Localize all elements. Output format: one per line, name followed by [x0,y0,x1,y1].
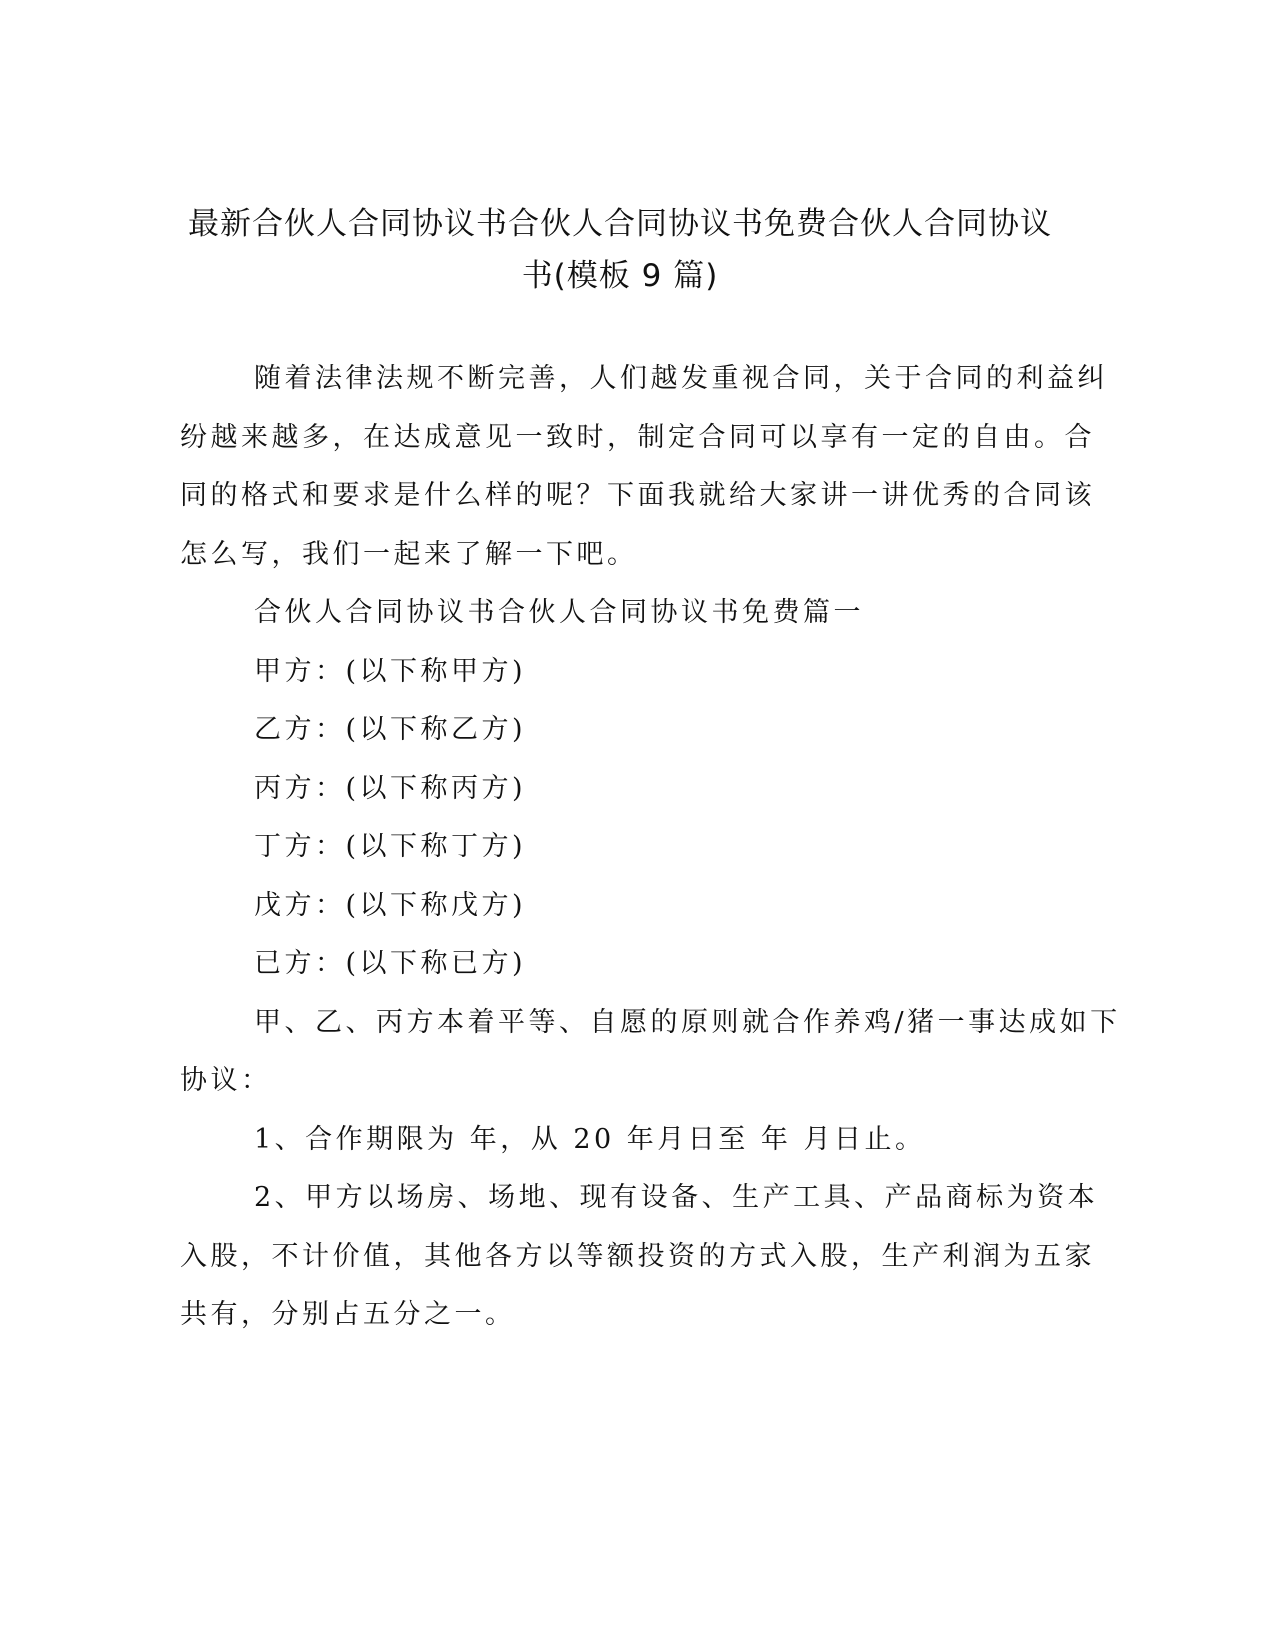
clause-2-line-1: 2、甲方以场房、场地、现有设备、生产工具、产品商标为资本 [254,1182,1099,1213]
title-line-1: 最新合伙人合同协议书合伙人合同协议书免费合伙人合同协议 [188,206,1052,242]
clause-2-line-2: 入股，不计价值，其他各方以等额投资的方式入股，生产利润为五家 [180,1240,1095,1272]
party-c-line: 丙方：(以下称丙方) [254,772,527,804]
title-line-2: 书(模板 9 篇) [521,258,719,294]
body-line-1: 随着法律法规不断完善，人们越发重视合同，关于合同的利益纠 [254,363,1108,394]
body-line-3: 同的格式和要求是什么样的呢？下面我就给大家讲一讲优秀的合同该 [180,480,1095,511]
document-body [180,350,1121,1345]
body-line-4: 怎么写，我们一起来了解一下吧。 [180,538,638,570]
party-e-line: 戊方：(以下称戊方) [254,889,527,921]
party-a-line: 甲方：(以下称甲方) [254,655,527,687]
clause-1-line: 1、合作期限为 年，从 20 年月日至 年 月日止。 [254,1123,926,1155]
party-b-line: 乙方：(以下称乙方) [254,714,527,745]
body-line-2: 纷越来越多，在达成意见一致时，制定合同可以享有一定的自由。合 [180,421,1095,453]
party-f-line: 已方：(以下称已方) [254,948,527,979]
clause-2-line-3: 共有，分别占五分之一。 [180,1299,516,1330]
document-title [180,198,1060,302]
party-d-line: 丁方：(以下称丁方) [254,831,527,862]
section-heading: 合伙人合同协议书合伙人合同协议书免费篇一 [254,597,864,628]
agreement-intro-line-1: 甲、乙、丙方本着平等、自愿的原则就合作养鸡/猪一事达成如下 [254,1006,1121,1038]
agreement-intro-line-2: 协议： [180,1065,272,1096]
